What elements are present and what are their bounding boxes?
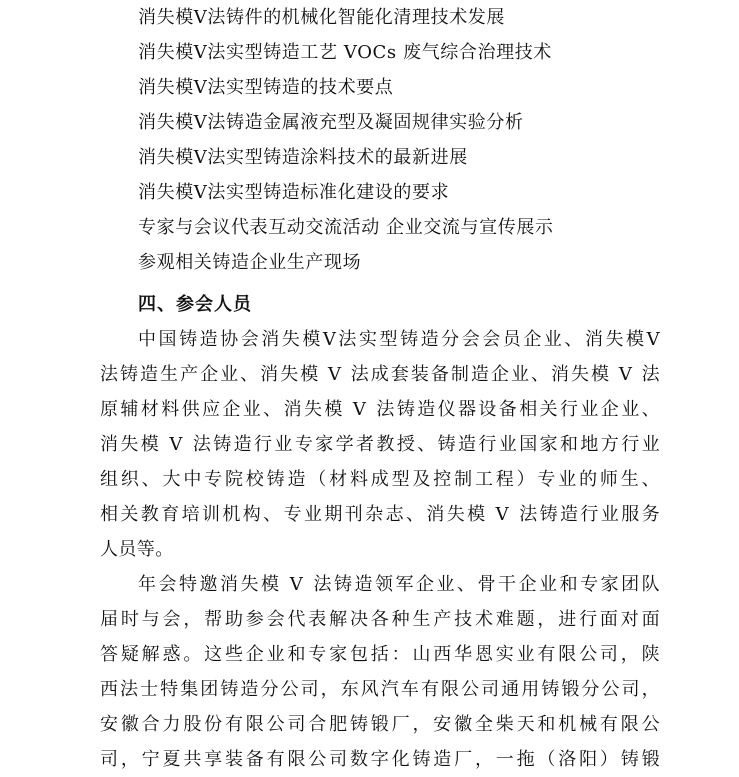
paragraph-line: 西法士特集团铸造分公司，东风汽车有限公司通用铸锻分公司， — [100, 679, 660, 700]
section-heading: 四、参会人员 — [138, 294, 252, 315]
paragraph-line: 原辅材料供应企业、消失模 Ⅴ 法铸造仪器设备相关行业企业、 — [100, 399, 660, 420]
agenda-list — [138, 0, 698, 280]
agenda-item: 参观相关铸造企业生产现场 — [138, 252, 362, 273]
agenda-item: 消失模Ⅴ法实型铸造工艺 VOCs 废气综合治理技术 — [138, 42, 552, 63]
paragraph-line: 安徽合力股份有限公司合肥铸锻厂，安徽全柴天和机械有限公 — [100, 714, 660, 735]
paragraph-line: 人员等。 — [100, 539, 174, 560]
paragraph-line: 法铸造生产企业、消失模 Ⅴ 法成套装备制造企业、消失模 Ⅴ 法 — [100, 364, 660, 385]
paragraph-line: 消失模 Ⅴ 法铸造行业专家学者教授、铸造行业国家和地方行业 — [100, 434, 660, 455]
invited-experts-paragraph — [100, 567, 660, 777]
agenda-item: 消失模Ⅴ法实型铸造的技术要点 — [138, 77, 394, 98]
agenda-item: 消失模Ⅴ法铸造金属液充型及凝固规律实验分析 — [138, 112, 524, 133]
agenda-item: 消失模Ⅴ法实型铸造涂料技术的最新进展 — [138, 147, 468, 168]
paragraph-line: 中国铸造协会消失模Ⅴ法实型铸造分会会员企业、消失模Ⅴ — [138, 329, 660, 350]
paragraph-line: 年会特邀消失模 Ⅴ 法铸造领军企业、骨干企业和专家团队 — [138, 574, 660, 595]
paragraph-line: 届时与会，帮助参会代表解决各种生产技术难题，进行面对面 — [100, 609, 660, 630]
paragraph-line: 组织、大中专院校铸造（材料成型及控制工程）专业的师生、 — [100, 469, 660, 490]
agenda-item: 消失模Ⅴ法实型铸造标准化建设的要求 — [138, 182, 450, 203]
paragraph-line: 答疑解惑。这些企业和专家包括：山西华恩实业有限公司，陕 — [100, 644, 660, 665]
agenda-item: 专家与会议代表互动交流活动 企业交流与宣传展示 — [138, 217, 554, 238]
agenda-item: 消失模Ⅴ法铸件的机械化智能化清理技术发展 — [138, 7, 505, 28]
paragraph-line: 司，宁夏共享装备有限公司数字化铸造厂，一拖（洛阳）铸锻 — [100, 749, 660, 770]
participants-paragraph — [100, 322, 660, 567]
paragraph-line: 相关教育培训机构、专业期刊杂志、消失模 Ⅴ 法铸造行业服务 — [100, 504, 660, 525]
